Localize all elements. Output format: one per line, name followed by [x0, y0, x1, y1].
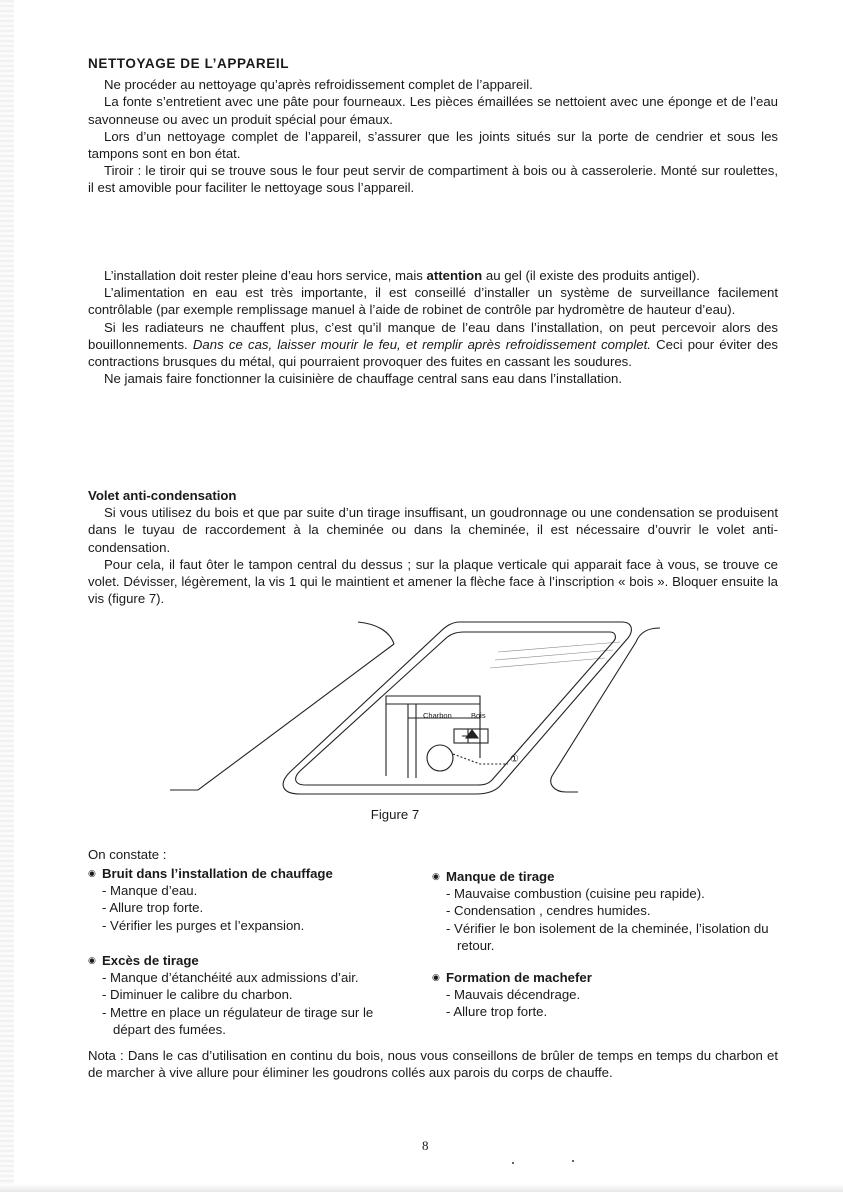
- note-paragraph: Nota : Dans le cas d’utilisation en continu du bois, nous vous conseillons de brûler de temps en temps du charbon et de marcher à vive allure pour éliminer les goudrons collés aux parois du corps de chauffe.: [88, 1048, 778, 1081]
- note-block: [88, 1047, 778, 1081]
- ring-bullet-icon: ◉: [432, 871, 440, 881]
- trouble-item: - Diminuer le calibre du charbon.: [102, 987, 293, 1003]
- section-heading-cleaning: NETTOYAGE DE L’APPAREIL: [88, 56, 290, 71]
- label-bois: Bois: [471, 711, 486, 720]
- paragraph: Lors d’un nettoyage complet de l’appareil, s’assurer que les joints situés sur la porte de cendrier et sous les tampons sont en bon état.: [88, 128, 778, 162]
- scan-speck: [572, 1160, 574, 1162]
- scan-speck: [512, 1162, 514, 1164]
- trouble-item: - Manque d’eau.: [102, 883, 198, 899]
- paragraph: La fonte s’entretient avec une pâte pour fourneaux. Les pièces émaillées se nettoient avec une éponge et de l’eau savonneuse ou avec un produit spécial pour émaux.: [88, 94, 778, 127]
- ring-bullet-icon: ◉: [88, 955, 96, 965]
- plate-top-edge: [386, 696, 480, 704]
- trouble-item: - Mauvais décendrage.: [446, 987, 581, 1003]
- trouble-title: ◉ Bruit dans l’installation de chauffage: [88, 866, 333, 881]
- paragraph: Si vous utilisez du bois et que par suite d’un tirage insuffisant, un goudronnage ou une condensation se produisent dans le tuyau de raccordement à la cheminée ou dans la cheminée, il est nécessaire d’ouvrir le volet anti-condensation.: [88, 505, 778, 555]
- scan-edge: [0, 0, 14, 1192]
- scan-bottom-edge: [0, 1184, 843, 1192]
- trouble-title: ◉ Manque de tirage: [432, 869, 555, 884]
- leader-line: [170, 644, 394, 790]
- section-anti-condensation: [88, 487, 778, 607]
- ring-bullet-icon: ◉: [432, 972, 440, 982]
- paragraph: Tiroir : le tiroir qui se trouve sous le four peut servir de compartiment à bois ou à casserolerie. Monté sur roulettes, il est amovible pour faciliter le nettoyage sous l’appareil.: [88, 163, 778, 196]
- trouble-left-2: [88, 952, 408, 1038]
- damper-diagram: [150, 618, 670, 806]
- figure-caption: Figure 7: [370, 807, 420, 822]
- troubles-intro: [88, 846, 778, 863]
- leader-line: [636, 628, 660, 642]
- plate-outline: [283, 622, 631, 794]
- paragraph: Ne procéder au nettoyage qu’après refroidissement complet de l’appareil.: [104, 77, 533, 93]
- note-label: Nota :: [88, 1048, 124, 1063]
- trouble-item: - Mauvaise combustion (cuisine peu rapide).: [446, 886, 705, 902]
- intro-text: On constate :: [88, 847, 167, 862]
- trouble-item: - Allure trop forte.: [102, 900, 204, 916]
- paragraph: L’installation doit rester pleine d’eau hors service, mais attention au gel (il existe des produits antigel).: [104, 268, 700, 283]
- trouble-item: - Mettre en place un régulateur de tirage sur le départ des fumées.: [102, 1004, 374, 1037]
- section-water-installation: [88, 267, 778, 387]
- trouble-left-1: [88, 865, 418, 934]
- italic-warning: Dans ce cas, laisser mourir le feu, et remplir après refroidissement complet.: [192, 336, 651, 352]
- trouble-item: - Vérifier les purges et l’expansion.: [102, 917, 305, 933]
- leader-line: [358, 622, 394, 644]
- trouble-right-2: [432, 969, 772, 1021]
- ring-bullet-icon: ◉: [88, 868, 96, 878]
- trouble-right-1: [432, 868, 772, 954]
- paragraph: L’alimentation en eau est très importante, il est conseillé d’installer un système de surveillance facilement contrôlable (par exemple remplissage manuel à l’aide de robinet de contrôle par hydromètre de hauteur d’eau).: [88, 285, 778, 318]
- trouble-item: - Vérifier le bon isolement de la cheminée, l’isolation du retour.: [446, 920, 769, 953]
- trouble-item: - Manque d’étanchéité aux admissions d’air.: [102, 970, 359, 986]
- figure-7-illustration: [150, 618, 670, 806]
- section-heading-anti-condensation: Volet anti-condensation: [88, 488, 237, 503]
- paragraph: Pour cela, il faut ôter le tampon central du dessus ; sur la plaque verticale qui apparait face à vous, se trouve ce volet. Dévisser, légèrement, la vis 1 qui le maintient et amener la flèche face à l’inscription « bois ». Bloquer ensuite la vis (figure 7).: [88, 556, 778, 607]
- section-cleaning: [88, 55, 778, 197]
- emphasis-attention: attention: [426, 268, 483, 283]
- trouble-item: - Allure trop forte.: [446, 1004, 548, 1020]
- trouble-title: ◉ Formation de machefer: [432, 970, 592, 985]
- trouble-title: ◉ Excès de tirage: [88, 953, 199, 968]
- label-charbon: Charbon: [423, 711, 452, 720]
- trouble-item: - Condensation , cendres humides.: [446, 903, 651, 919]
- damper-knob: [427, 745, 453, 771]
- paragraph: Si les radiateurs ne chauffent plus, c’est qu’il manque de l’eau dans l’installation, on peut percevoir alors des bouillonnements. Dans ce cas, laisser mourir le feu, et remplir après refroidissement complet. Ceci pour éviter des contractions brusques du métal, qui pourraient provoquer des fuites en cassant les soudures.: [88, 319, 778, 370]
- paragraph: Ne jamais faire fonctionner la cuisinière de chauffage central sans eau dans l’installation.: [104, 371, 623, 387]
- page-number: 8: [422, 1138, 429, 1153]
- screw-marker-1: ①: [510, 754, 519, 765]
